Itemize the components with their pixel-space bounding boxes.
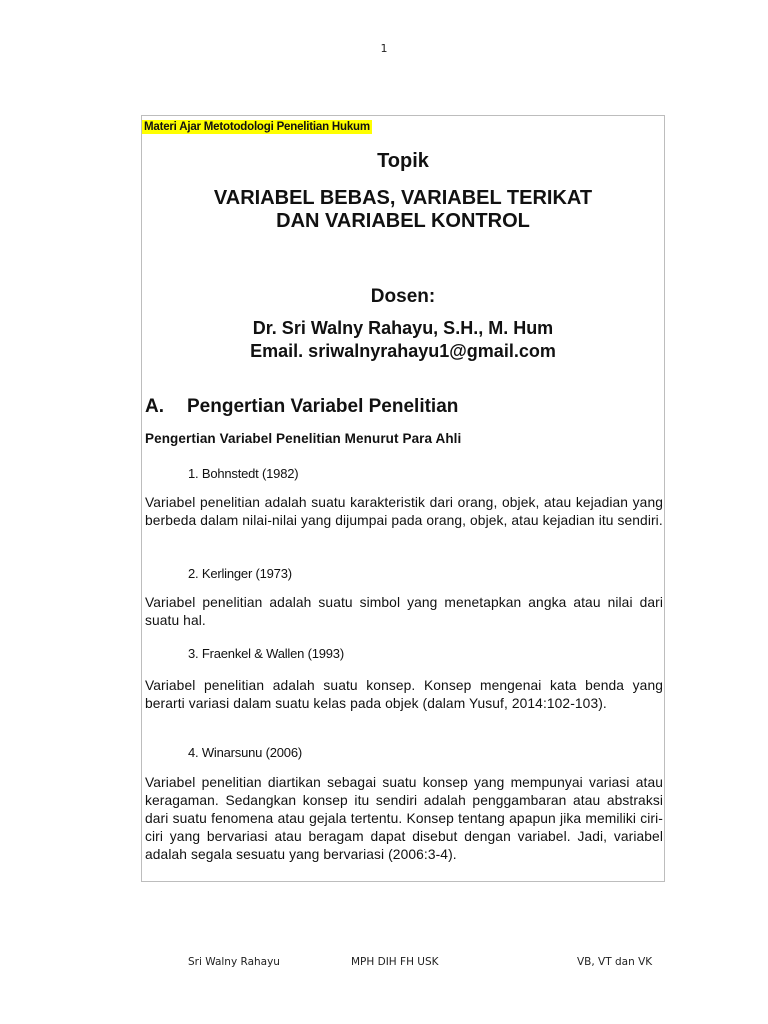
topic-title-line-1: VARIABEL BEBAS, VARIABEL TERIKAT — [213, 187, 593, 209]
course-label: Materi Ajar Metotodologi Penelitian Hukum — [144, 121, 370, 133]
definition-text-1: Variabel penelitian adalah suatu karakteristik dari orang, objek, atau kejadian yang berbeda dalam nilai-nilai yang dijumpai pada orang, objek, atau kejadian itu sendiri. — [145, 495, 663, 528]
section-subheading: Pengertian Variabel Penelitian Menurut Para Ahli — [145, 431, 462, 446]
definition-source-1: 1. Bohnstedt (1982) — [188, 466, 299, 481]
topic-title-line-2: DAN VARIABEL KONTROL — [276, 210, 530, 232]
section-title: Pengertian Variabel Penelitian — [187, 396, 459, 417]
definition-text-2: Variabel penelitian adalah suatu simbol yang menetapkan angka atau nilai dari suatu hal. — [145, 595, 663, 628]
definition-source-3: 3. Fraenkel & Wallen (1993) — [188, 646, 344, 661]
lecturer-email: Email. sriwalnyrahayu1@gmail.com — [250, 341, 556, 361]
footer-program: MPH DIH FH USK — [351, 956, 439, 968]
lecturer-name: Dr. Sri Walny Rahayu, S.H., M. Hum — [252, 318, 554, 338]
topic-label: Topik — [377, 150, 429, 172]
footer-author: Sri Walny Rahayu — [188, 956, 280, 968]
definition-source-2: 2. Kerlinger (1973) — [188, 566, 292, 581]
definition-source-4: 4. Winarsunu (2006) — [188, 745, 302, 760]
lecturer-label: Dosen: — [370, 286, 436, 307]
section-letter: A. — [145, 396, 164, 417]
definition-text-4: Variabel penelitian diartikan sebagai suatu konsep yang mempunyai variasi atau keragaman. Sedangkan konsep itu sendiri adalah penggambaran atau abstraksi dari suatu fenomena atau gejala tertentu. Konsep tentang apapun jika memiliki ciri-ciri yang bervariasi atau beragam dapat disebut dengan variabel. Jadi, variabel adalah segala sesuatu yang bervariasi (2006:3-4). — [145, 775, 663, 862]
definition-text-3: Variabel penelitian adalah suatu konsep. Konsep mengenai kata benda yang berarti variasi dalam suatu kelas pada objek (dalam Yusuf, 2014:102-103). — [145, 678, 663, 711]
section-heading — [145, 396, 458, 418]
page-number: 1 — [380, 42, 388, 55]
footer-topic: VB, VT dan VK — [577, 956, 653, 968]
